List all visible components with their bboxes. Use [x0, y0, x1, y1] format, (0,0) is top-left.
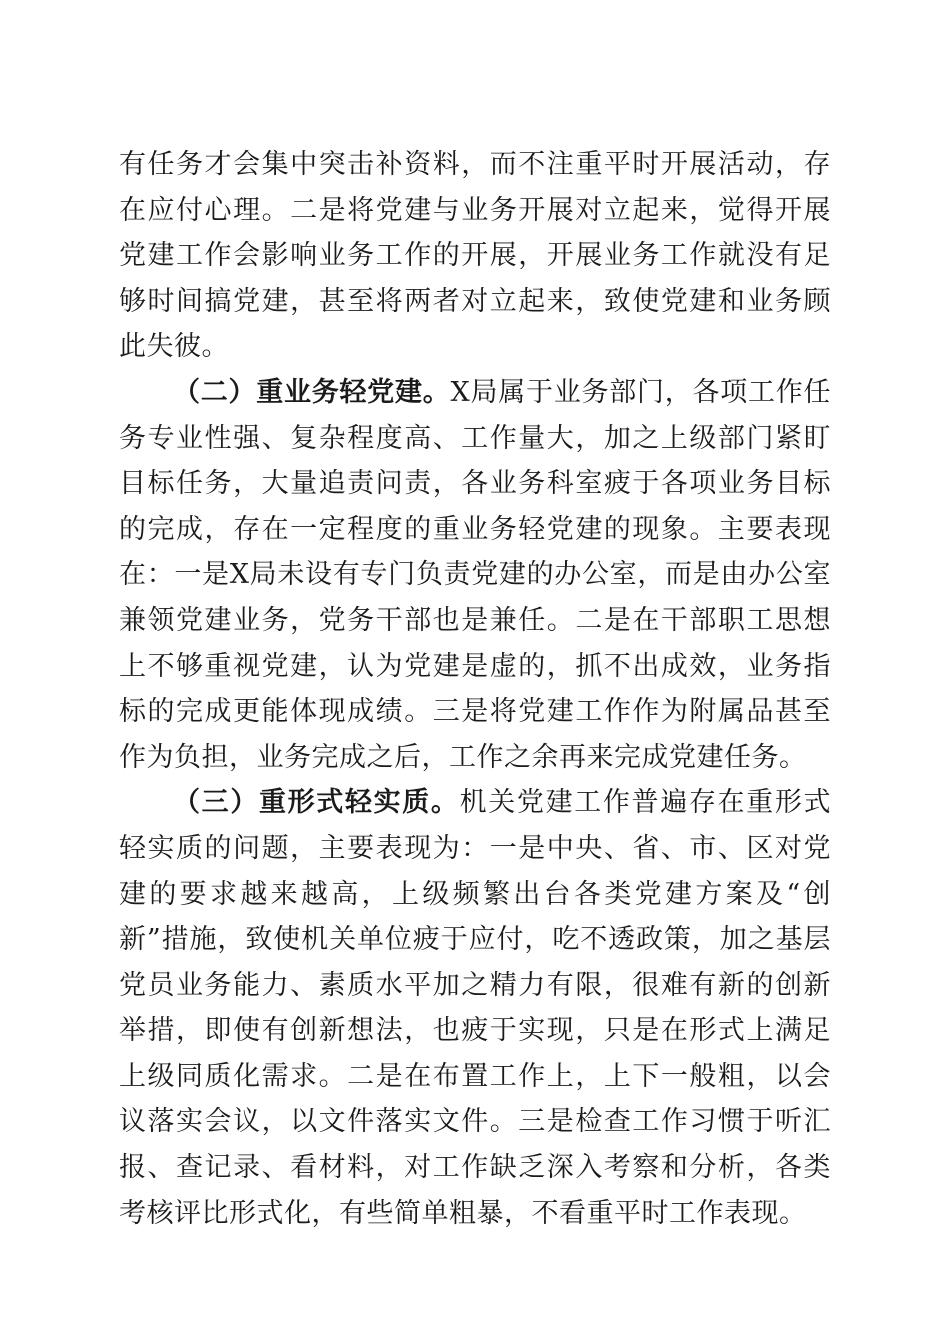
- paragraph-continuation: [119, 142, 831, 370]
- paragraph-section-two: [119, 370, 831, 780]
- paragraph-text: X局属于业务部门，各项工作任务专业性强、复杂程度高、工作量大，加之上级部门紧盯目标任务，大量追责问责，各业务科室疲于各项业务目标的完成，存在一定程度的重业务轻党建的现象。主要表现在：一是X局未设有专门负责党建的办公室，而是由办公室兼领党建业务，党务干部也是兼任。二是在干部职工思想上不够重视党建，认为党建是虚的，抓不出成效，业务指标的完成更能体现成绩。三是将党建工作作为附属品甚至作为负担，业务完成之后，工作之余再来完成党建任务。: [119, 376, 831, 773]
- paragraph-text: 机关党建工作普遍存在重形式轻实质的问题，主要表现为：一是中央、省、市、区对党建的要求越来越高，上级频繁出台各类党建方案及“创新”措施，致使机关单位疲于应付，吃不透政策，加之基层党员业务能力、素质水平加之精力有限，很难有新的创新举措，即使有创新想法，也疲于实现，只是在形式上满足上级同质化需求。二是在布置工作上，上下一般粗，以会议落实会议，以文件落实文件。三是检查工作习惯于听汇报、查记录、看材料，对工作缺乏深入考察和分析，各类考核评比形式化，有些简单粗暴，不看重平时工作表现。: [119, 787, 832, 1229]
- section-heading: （二）重业务轻党建。: [173, 376, 451, 408]
- document-body: [119, 142, 831, 1236]
- paragraph-text: 有任务才会集中突击补资料，而不注重平时开展活动，存在应付心理。二是将党建与业务开展对立起来，觉得开展党建工作会影响业务工作的开展，开展业务工作就没有足够时间搞党建，甚至将两者对立起来，致使党建和业务顾此失彼。: [119, 149, 831, 363]
- paragraph-section-three: [119, 780, 831, 1236]
- section-heading: （三）重形式轻实质。: [173, 787, 460, 819]
